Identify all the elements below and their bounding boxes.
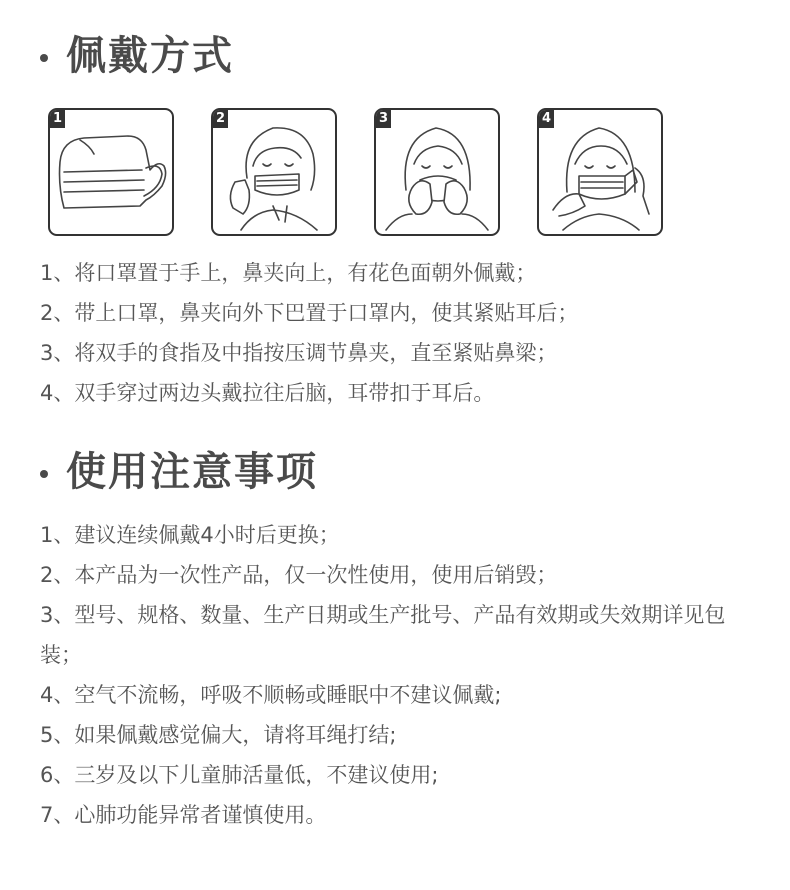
usage-notes-list	[40, 515, 760, 835]
step-3-card	[374, 108, 500, 236]
press-nose-clip-illustration-icon	[376, 110, 498, 234]
wearing-title-text: 佩戴方式	[66, 33, 234, 79]
mask-illustration-icon	[50, 110, 172, 234]
note-item: 6、三岁及以下儿童肺活量低，不建议使用;	[40, 763, 439, 787]
bullet-dot-icon	[40, 470, 48, 478]
step-number-2: 2	[213, 110, 228, 128]
note-item: 3、型号、规格、数量、生产日期或生产批号、产品有效期或失效期详见包装；	[40, 603, 726, 667]
note-item: 5、如果佩戴感觉偏大，请将耳绳打结;	[40, 723, 397, 747]
wearing-instruction-item: 1、将口罩置于手上，鼻夹向上，有花色面朝外佩戴；	[40, 261, 537, 285]
notes-section-title	[40, 449, 318, 495]
notes-title-text: 使用注意事项	[66, 449, 318, 495]
step-4-card	[537, 108, 663, 236]
wearing-instruction-item: 3、将双手的食指及中指按压调节鼻夹，直至紧贴鼻梁；	[40, 341, 558, 365]
step-number-1: 1	[50, 110, 65, 128]
note-item: 2、本产品为一次性产品，仅一次性使用，使用后销毁；	[40, 563, 558, 587]
step-2-card	[211, 108, 337, 236]
step-number-4: 4	[539, 110, 554, 128]
note-item: 1、建议连续佩戴4小时后更换；	[40, 523, 340, 547]
wearing-steps-illustrations	[48, 108, 663, 236]
wearing-instruction-item: 4、双手穿过两边头戴拉往后脑，耳带扣于耳后。	[40, 381, 495, 405]
wearing-instructions-list	[40, 258, 578, 418]
bullet-dot-icon	[40, 54, 48, 62]
adjust-ear-loops-illustration-icon	[539, 110, 661, 234]
note-item: 7、心肺功能异常者谨慎使用。	[40, 803, 327, 827]
step-number-3: 3	[376, 110, 391, 128]
wearing-section-title	[40, 33, 234, 79]
note-item: 4、空气不流畅，呼吸不顺畅或睡眠中不建议佩戴;	[40, 683, 502, 707]
step-1-card	[48, 108, 174, 236]
wear-mask-illustration-icon	[213, 110, 335, 234]
wearing-instruction-item: 2、带上口罩，鼻夹向外下巴置于口罩内，使其紧贴耳后；	[40, 301, 579, 325]
